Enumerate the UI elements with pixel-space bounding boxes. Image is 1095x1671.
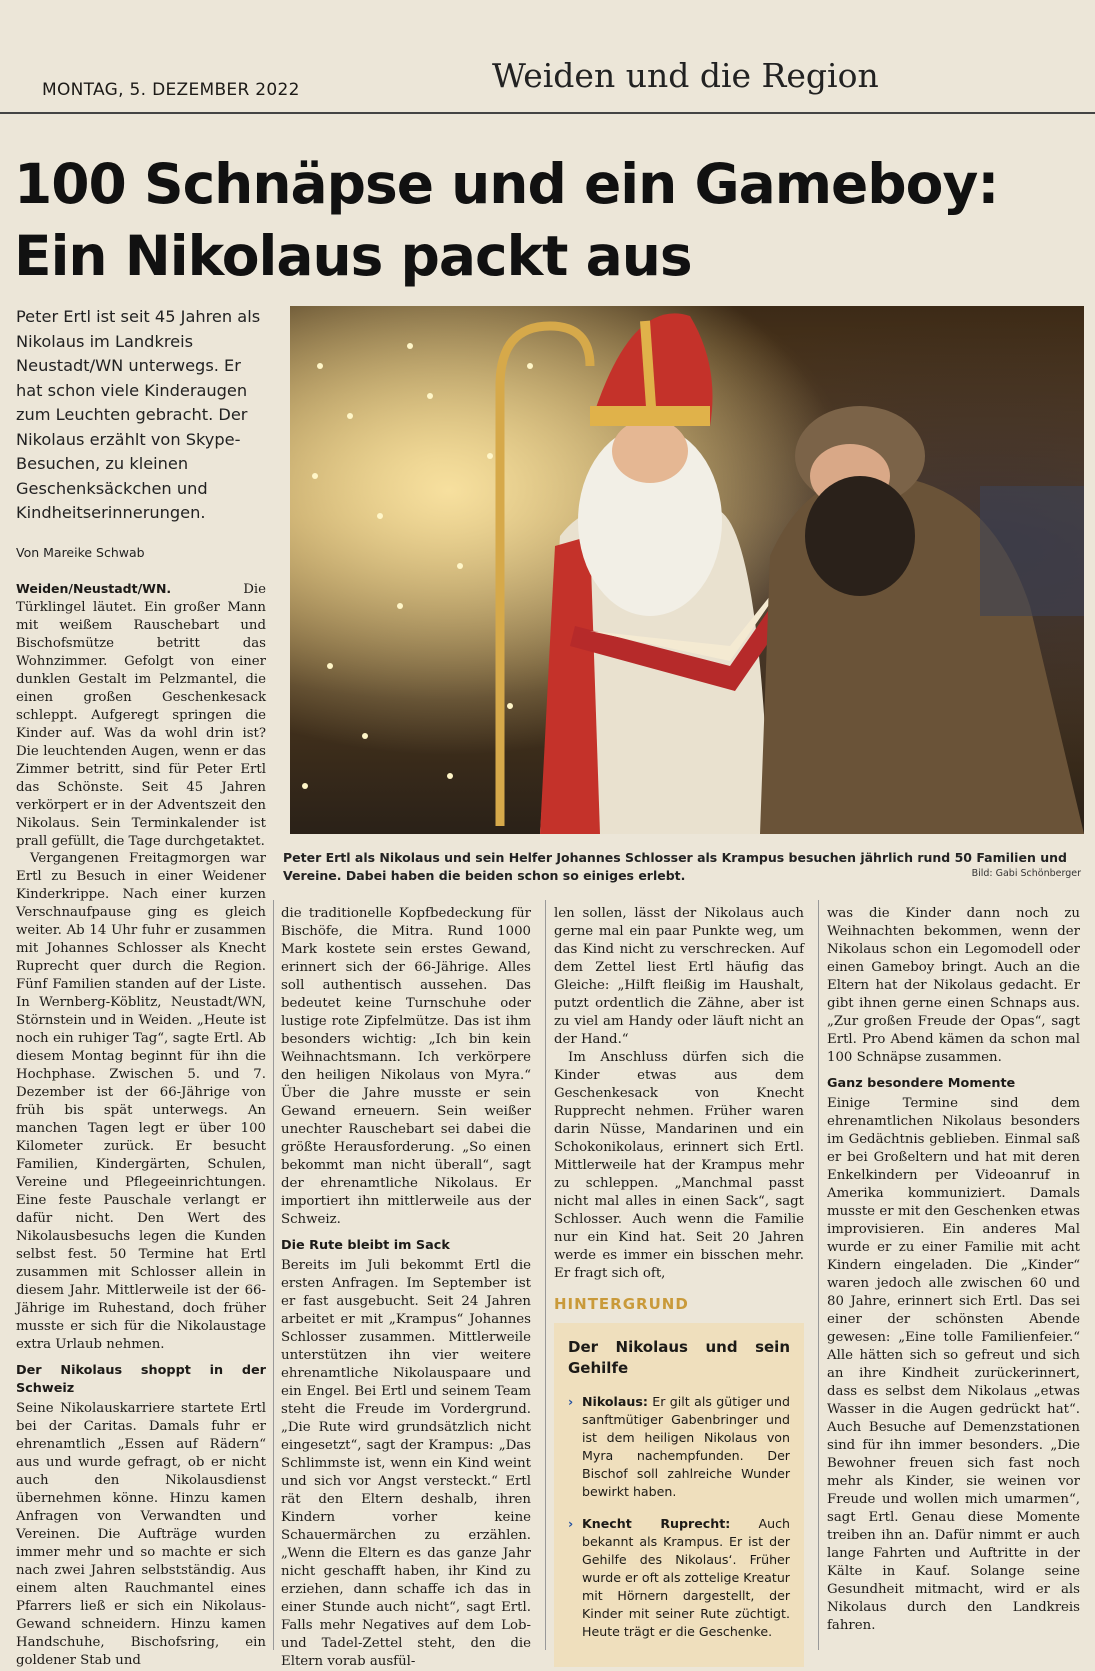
- arrow-right-icon: ›: [568, 1516, 574, 1531]
- column-rule-2: [545, 900, 546, 1650]
- intro-paragraph: [16, 580, 266, 851]
- headline: [14, 148, 1084, 292]
- byline: Von Mareike Schwab: [16, 545, 145, 560]
- background-text: Auch bekannt als Krampus. Er ist der Gehilfe des Nikolaus‘. Früher wurde er oft als zottelige Kreatur mit Hörnern dargestellt, der Kinder mit seiner Rute züchtigt. Heute trägt er die Geschenke.: [582, 1516, 790, 1639]
- column-rule-3: [818, 900, 819, 1650]
- nikolaus-krampus-photo: [290, 306, 1084, 834]
- column-4: [827, 905, 1080, 1635]
- column-1: [16, 850, 266, 1670]
- col3-paragraph-2: Im Anschluss dürfen sich die Kinder etwas aus dem Geschenkesack von Knecht Rupprecht nehmen. Früher waren darin Nüsse, Mandarinen und ein Schokonikolaus, erinnert sich Ertl. Mittlerweile hat der Krampus mehr zu schleppen. „Manchmal passt nicht mal alles in einen Sack“, sagt Schlosser. Auch wenn die Familie nur ein Kind hat. Seit 20 Jahren werde es immer ein bisschen mehr. Er fragt sich oft,: [554, 1050, 804, 1281]
- col1-paragraph-1: Vergangenen Freitagmorgen war Ertl zu Besuch in einer Weidener Kinderkrippe. Nach einer kurzen Verschnaufpause ging es gleich weiter. Ab 14 Uhr fuhr er zusammen mit Johannes Schlosser als Knecht Ruprecht quer durch die Region. Fünf Familien standen auf der Liste. In Wernberg-Köblitz, Neustadt/WN, Störnstein und in Weiden. „Heute ist noch ein ruhiger Tag“, sagte Ertl. Ab diesem Montag beginnt für ihn die Hochphase. Zwischen 5. und 7. Dezember ist der 66-Jährige von früh bis spät unterwegs. An manchen Tagen legt er über 100 Kilometer zurück. Er besucht Familien, Kindergärten, Schulen, Vereine und Pflegeeinrichtungen. Eine feste Pauschale verlangt er dafür nicht. Den Wert des Nikolausbesuchs legen die Kunden selbst fest. 50 Termine hat Ertl zusammen mit Schlosser allein in diesem Jahr. Mittlerweile ist der 66-Jährige im Ruhestand, doch früher musste er sich für die Nikolaustage extra Urlaub nehmen.: [16, 851, 266, 1352]
- col2-paragraph-1: die traditionelle Kopfbedeckung für Bischöfe, die Mitra. Rund 1000 Mark kostete sein erstes Gewand, erinnert sich der 66-Jährige. Alles soll authentisch aussehen. Das bedeutet keine Turnschuhe oder lustige rote Zipfelmütze. Das ist ihm besonders wichtig: „Ich bin kein Weihnachtsmann. Ich verkörpere den heiligen Nikolaus von Myra.“ Über die Jahre musste er sein Gewand erneuern. Sein weißer unechter Rauschebart sei dabei die größte Herausforderung. „So einen bekommt man nicht überall“, sagt der ehrenamtliche Nikolaus. Er importiert ihn mittlerweile aus der Schweiz.: [281, 906, 531, 1227]
- col2-paragraph-2: Bereits im Juli bekommt Ertl die ersten Anfragen. Im September ist er fast ausgebucht. Seit 24 Jahren arbeitet er mit „Krampus“ Johannes Schlosser zusammen. Mittlerweile unterstützen ihn vier weitere ehrenamtliche Nikolauspaare und ein Engel. Bei Ertl und seinem Team steht die Freude im Vordergrund. „Die Rute wird grundsätzlich nicht eingesetzt“, sagt der Krampus: „Das Schlimmste ist, wenn ein Kind weint und sich vor Angst versteckt.“ Ertl rät den Eltern deshalb, ihren Kindern vorher keine Schauermärchen zu erzählen. „Wenn die Eltern es das ganze Jahr nicht geschafft haben, ihr Kind zu erziehen, dann schaffe ich das in einer Stunde auch nicht“, sagt Ertl. Falls mehr Negatives auf dem Lob- und Tadel-Zettel steht, den die Eltern vorab ausfül-: [281, 1258, 531, 1669]
- background-term: Knecht Ruprecht:: [582, 1516, 731, 1531]
- intro-text: Die Türklingel läutet. Ein großer Mann mit weißem Rauschebart und Bischofsmütze betritt das Wohnzimmer. Gefolgt von einer dunklen Gestalt im Pelzmantel, die einen großen Geschenkesack schleppt. Aufgeregt springen die Kinder auf. Was da wohl drin ist? Die leuchtenden Augen, wenn er das Zimmer betritt, sind für Peter Ertl das Schönste. Seit 45 Jahren verkörpert er in der Adventszeit den Nikolaus. Sein Terminkalender ist prall gefüllt, die Tage durchgetaktet.: [16, 582, 266, 849]
- headline-line-2: Ein Nikolaus packt aus: [14, 224, 692, 288]
- column-rule-1: [273, 900, 274, 1650]
- col4-paragraph-2: Einige Termine sind dem ehrenamtlichen Nikolaus besonders im Gedächtnis geblieben. Einmal saß er bei Großeltern und hat mit deren Enkelkindern per Videoanruf in Amerika kommuniziert. Damals musste er mit den Geschenken etwas improvisieren. Ein anderes Mal wurde er zu einer Familie mit acht Kindern eingeladen. Die „Kinder“ waren jedoch alle zwischen 60 und 80 Jahre, erinnert sich Ertl. Das sei einer der schönsten Abende gewesen: „Eine tolle Familienfeier.“ Alle hätten sich so gefreut und sich an ihre Kindheit zurückerinnert, dass es selbst dem Nikolaus „etwas Wasser in die Augen gedrückt hat“. Auch Besuche auf Demenzstationen sind für ihn immer besonders. „Die Bewohner freuen sich fast noch mehr als Kinder, sie weinen vor Freude und wollen mich umarmen“, sagt Ertl. Genau diese Momente treiben ihn an. Dafür nimmt er auch lange Fahrten und Auftritte in der Kälte in Kauf. Solange seine Gesundheit mitmacht, wird er als Nikolaus durch den Landkreis fahren.: [827, 1096, 1080, 1633]
- headline-line-1: 100 Schnäpse und ein Gameboy:: [14, 152, 999, 216]
- column-2: [281, 905, 531, 1671]
- article-photo: [290, 306, 1084, 834]
- masthead-rule: [0, 112, 1095, 114]
- photo-credit: Bild: Gabi Schönberger: [971, 868, 1081, 879]
- arrow-right-icon: ›: [568, 1394, 574, 1409]
- subheading-momente: Ganz besondere Momente: [827, 1076, 1016, 1091]
- background-item-ruprecht: [568, 1515, 790, 1641]
- background-term: Nikolaus:: [582, 1394, 648, 1409]
- background-item-nikolaus: [568, 1393, 790, 1501]
- dateline: Weiden/Neustadt/WN.: [16, 581, 172, 596]
- subheading-rute: Die Rute bleibt im Sack: [281, 1238, 450, 1253]
- col4-paragraph-1: was die Kinder dann noch zu Weihnachten bekommen, wenn der Nikolaus schon ein Legomodell oder einen Gameboy bringt. Auch an die Eltern hat der Nikolaus gedacht. Er gibt ihnen gerne einen Schnaps aus. „Zur großen Freude der Opas“, sagt Ertl. Pro Abend kämen da schon mal 100 Schnäpse zusammen.: [827, 906, 1080, 1065]
- photo-caption: Peter Ertl als Nikolaus und sein Helfer Johannes Schlosser als Krampus besuchen jährlich rund 50 Familien und Vereine. Dabei haben die beiden schon so einiges erlebt.: [283, 850, 1067, 883]
- background-title: Der Nikolaus und sein Gehilfe: [568, 1338, 790, 1377]
- background-text: Er gilt als gütiger und sanftmütiger Gabenbringer und ist dem heiligen Nikolaus von Myra nachempfunden. Der Bischof soll zahlreiche Wunder bewirkt haben.: [582, 1394, 790, 1499]
- section-title: Weiden und die Region: [492, 56, 879, 95]
- subheading-schweiz: Der Nikolaus shoppt in der Schweiz: [16, 1363, 266, 1396]
- lead-paragraph: Peter Ertl ist seit 45 Jahren als Nikolaus im Landkreis Neustadt/WN unterwegs. Er hat schon viele Kinderaugen zum Leuchten gebracht. Der Nikolaus erzählt von Skype-Besuchen, zu kleinen Geschenksäckchen und Kindheitserinnerungen.: [16, 307, 261, 522]
- col3-paragraph-1: len sollen, lässt der Nikolaus auch gerne mal ein paar Punkte weg, um das Kind nicht zu verschrecken. Auf dem Zettel liest Ertl häufig das Gleiche: „Hilft fleißig im Haushalt, putzt ordentlich die Zähne, aber ist zu viel am Handy oder läuft nicht an der Hand.“: [554, 906, 804, 1047]
- background-box: [554, 1323, 804, 1667]
- intro-column: [16, 580, 266, 851]
- column-3: [554, 905, 804, 1667]
- background-label: HINTERGRUND: [554, 1295, 689, 1313]
- issue-date: MONTAG, 5. DEZEMBER 2022: [42, 80, 300, 100]
- col1-paragraph-2: Seine Nikolauskarriere startete Ertl bei der Caritas. Damals fuhr er ehrenamtlich „Essen auf Rädern“ aus und wurde gefragt, ob er nicht auch den Nikolausdienst übernehmen könne. Hinzu kamen Anfragen von Verwandten und Vereinen. Die Aufträge wurden immer mehr und so machte er sich nach zwei Jahren selbstständig. Aus einem alten Rauchmantel eines Pfarrers ließ er sich ein Nikolaus-Gewand schneidern. Hinzu kamen Handschuhe, Bischofsring, ein goldener Stab und: [16, 1401, 266, 1668]
